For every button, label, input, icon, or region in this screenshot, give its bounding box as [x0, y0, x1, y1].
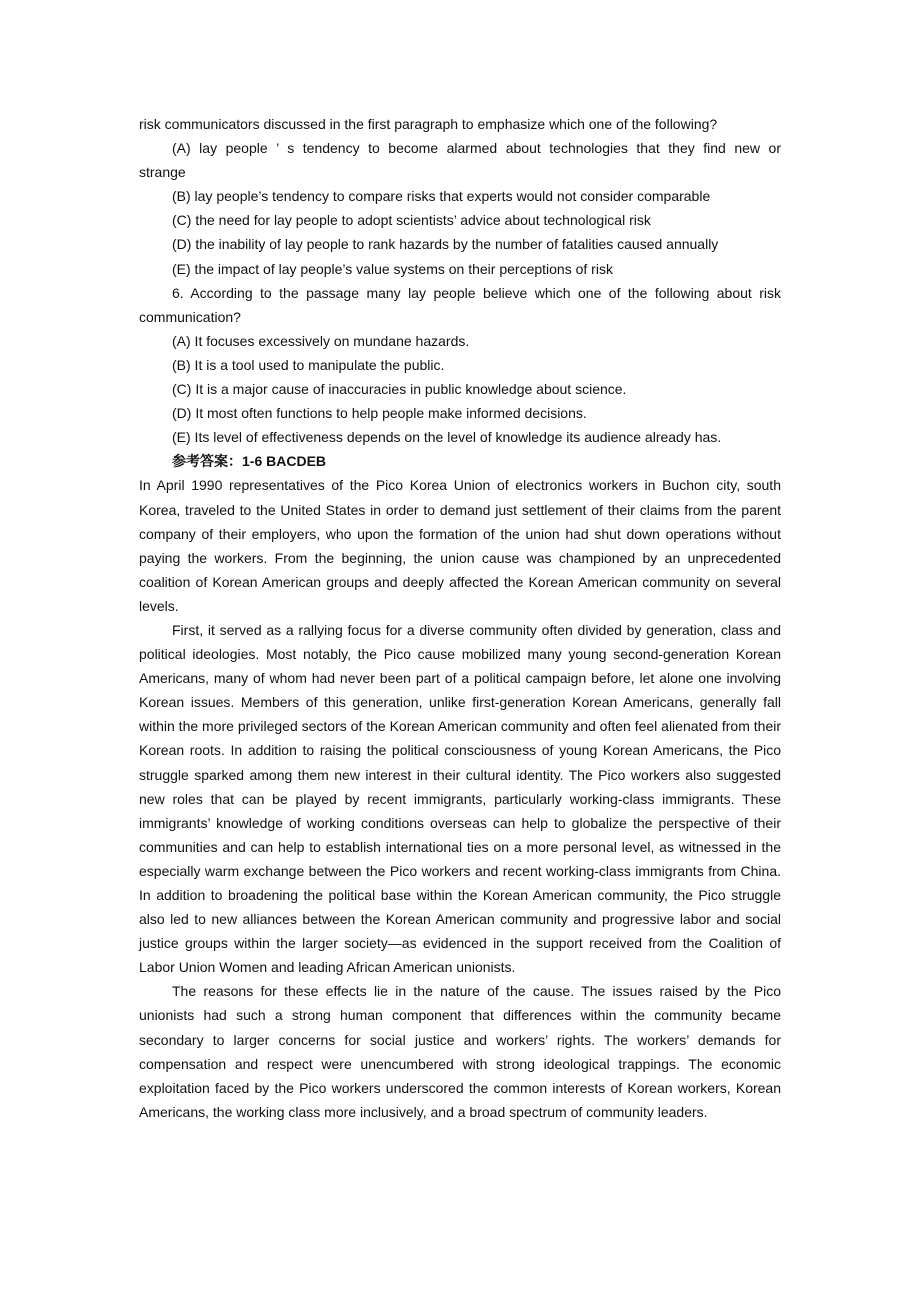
question-5-option-d: (D) the inability of lay people to rank hazards by the number of fatalities caused annually [172, 236, 719, 253]
document-page [139, 112, 781, 1124]
question-6-stem-line1: 6. According to the passage many lay people believe which one of the following about risk [172, 284, 781, 301]
question-5-option-a-line2: strange [139, 164, 186, 181]
passage-paragraph-2: First, it served as a rallying focus for a diverse community often divided by generation, class and political ideologies. Most notably, the Pico cause mobilized many young second-generation Korean Americans, many of whom had never been part of a political campaign before, let alone one involving Korean issues. Members of this generation, unlike first-generation Korean Americans, generally fall within the more privileged sectors of the Korean American community and often feel alienated from their Korean roots. In addition to raising the political consciousness of young Korean Americans, the Pico struggle sparked among them new interest in their cultural identity. The Pico workers also suggested new roles that can be played by recent immigrants, particularly working-class immigrants. These immigrants’ knowledge of working conditions overseas can help to globalize the perspective of their communities and can help to establish international ties on a more personal level, as witnessed in the especially warm exchange between the Pico workers and recent working-class immigrants from China. In addition to broadening the political base within the Korean American community, the Pico struggle also led to new alliances between the Korean American community and progressive labor and social justice groups within the larger society—as evidenced in the support received from the Coalition of Labor Union Women and leading African American unionists. [139, 621, 781, 976]
question-6-option-b: (B) It is a tool used to manipulate the public. [172, 356, 445, 373]
question-6-option-e: (E) Its level of effectiveness depends on the level of knowledge its audience already has. [172, 429, 722, 446]
question-5-option-b: (B) lay people’s tendency to compare risks that experts would not consider comparable [172, 188, 711, 205]
question-6-stem-line2: communication? [139, 308, 241, 325]
question-6-option-c: (C) It is a major cause of inaccuracies in public knowledge about science. [172, 381, 627, 398]
question-5-stem-tail: risk communicators discussed in the first paragraph to emphasize which one of the following? [139, 116, 718, 132]
question-5-option-e: (E) the impact of lay people’s value systems on their perceptions of risk [172, 260, 613, 277]
question-6-option-d: (D) It most often functions to help people make informed decisions. [172, 405, 587, 422]
question-6-option-a: (A) It focuses excessively on mundane hazards. [172, 332, 470, 349]
question-5-option-c: (C) the need for lay people to adopt scientists’ advice about technological risk [172, 212, 651, 229]
passage-paragraph-1: In April 1990 representatives of the Pico Korea Union of electronics workers in Buchon city, south Korea, traveled to the United States in order to demand just settlement of their claims from the parent company of their employers, who upon the formation of the union had shut down operations without paying the workers. From the beginning, the union cause was championed by an unprecedented coalition of Korean American groups and deeply affected the Korean American community on several levels. [139, 477, 781, 614]
question-5-option-a-line1: (A) lay people ’ s tendency to become alarmed about technologies that they find new or [172, 140, 781, 157]
passage-paragraph-3: The reasons for these effects lie in the nature of the cause. The issues raised by the Pico unionists had such a strong human component that differences within the community became secondary to larger concerns for social justice and workers’ rights. The workers’ demands for compensation and respect were unencumbered with strong ideological trappings. The economic exploitation faced by the Pico workers underscored the common interests of Korean workers, Korean Americans, the working class more inclusively, and a broad spectrum of community leaders. [139, 983, 781, 1120]
answer-key: 参考答案：1-6 BACDEB [172, 453, 327, 470]
